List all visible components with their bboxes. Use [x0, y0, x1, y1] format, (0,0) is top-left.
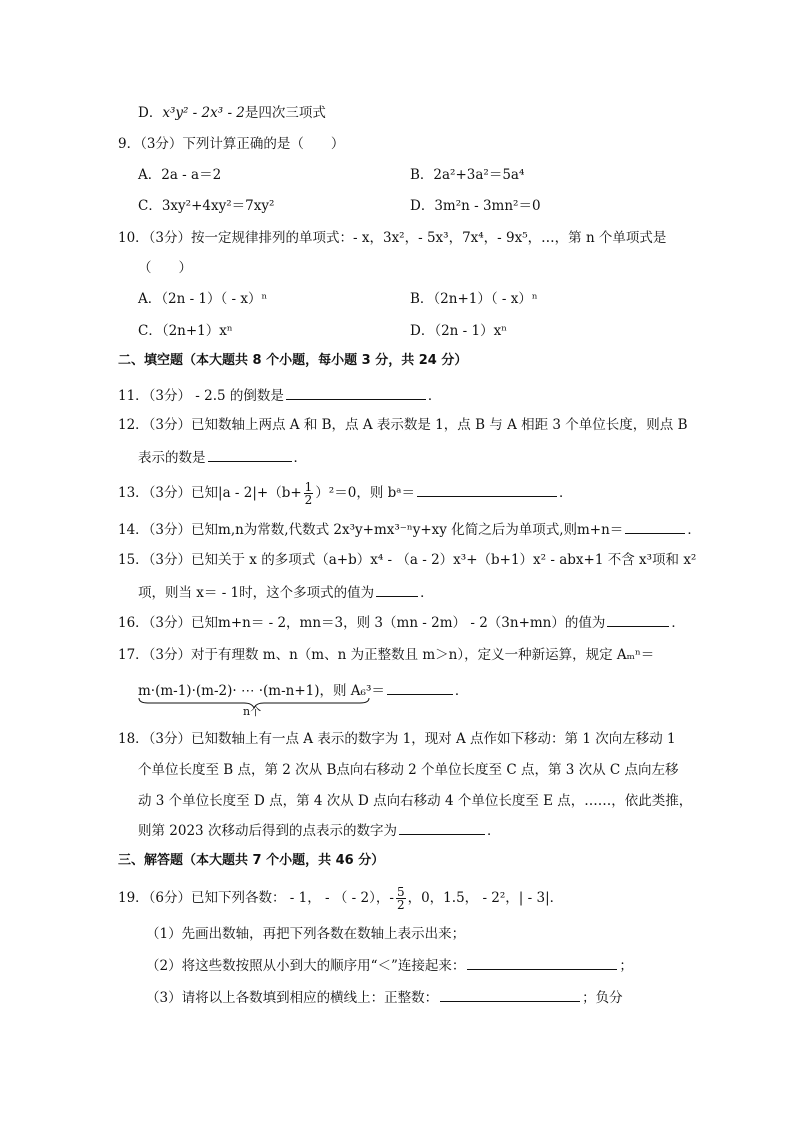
q10-paren: （ ） [138, 260, 192, 276]
q19-part3-blank[interactable] [440, 987, 580, 1002]
q14-answer-blank[interactable] [625, 519, 685, 534]
q10-option-c: C．（2n+1）xⁿ [138, 323, 233, 339]
q19-frac-num: 5 [396, 885, 405, 899]
q15-end: ． [420, 585, 434, 601]
q19-part2-end: ； [619, 958, 633, 974]
q11-end: ． [427, 388, 442, 404]
q18-line1: 18．（3分）已知数轴上有一点 A 表示的数字为 1，现对 A 点作如下移动：第 1 次向左移动 1 [118, 731, 676, 747]
q9-option-a: A．2a - a＝2 [138, 167, 222, 183]
q18-text: 则第 2023 次移动后得到的点表示的数字为 [138, 823, 397, 839]
q19-part3-text: （3）请将以上各数填到相应的横线上：正整数： [146, 990, 439, 1006]
q19-pre: 19．（6分）已知下列各数： - 1， - （ - 2）， [118, 890, 390, 906]
q8-d-tail: 是四次三项式 [244, 105, 326, 121]
q19-part3-end: ；负分 [582, 990, 623, 1006]
q18-line2: 个单位长度至 B 点，第 2 次从 B点向右移动 2 个单位长度至 C 点，第 3 次从 C 点向左移 [138, 762, 679, 778]
q16-end: ． [671, 615, 685, 631]
q15-line2 [138, 582, 434, 602]
q13-frac-den: 2 [304, 493, 313, 507]
q18-end: ． [486, 823, 501, 839]
q19-fraction [396, 886, 406, 911]
q16 [118, 612, 685, 632]
q12-answer-blank[interactable] [208, 447, 292, 462]
q15-line1: 15．（3分）已知关于 x 的多项式（a+b）x⁴ - （a - 2）x³+（b+1）x² - abx+1 不含 x³项和 x² [118, 552, 697, 568]
q8-option-d [138, 104, 326, 122]
q8-d-expr: x³y² - 2x³ - 2 [162, 105, 245, 121]
q11-text: 11．（3分） - 2.5 的倒数是 [118, 388, 284, 404]
q13 [118, 481, 572, 506]
q11-answer-blank[interactable] [286, 385, 426, 400]
q12-text: 表示的数是 [138, 450, 206, 466]
q10-option-b: B．（2n+1）（ - x）ⁿ [410, 291, 538, 307]
q13-end: ． [558, 485, 573, 501]
q17-brace-label: n个 [243, 705, 262, 718]
q15-text: 项，则当 x＝ - 1时，这个多项式的值为 [138, 585, 375, 601]
q13-pre: 13．（3分）已知|a - 2|+（b+ [118, 485, 302, 501]
q19-part1: （1）先画出数轴，再把下列各数在数轴上表示出来； [146, 926, 466, 942]
q9-option-d: D．3m²n - 3mn²＝0 [410, 198, 541, 214]
q12-line1: 12．（3分）已知数轴上两点 A 和 B，点 A 表示数是 1，点 B 与 A 相距 3 个单位长度，则点 B [118, 417, 688, 433]
q17-expr: m·(m-1)·(m-2)· ⋯ ·(m-n+1) [138, 683, 320, 699]
q8-d-label: D． [138, 105, 163, 121]
q12-end: ． [293, 450, 307, 466]
q19-part2-text: （2）将这些数按照从小到大的顺序用“＜”连接起来： [146, 958, 466, 974]
q14-end: ． [687, 522, 701, 538]
q12-line2 [138, 447, 307, 467]
q17-end: ． [454, 683, 469, 699]
q9-option-c: C．3xy²+4xy²＝7xy² [138, 198, 275, 214]
q10-stem: 10．（3分）按一定规律排列的单项式：- x，3x²，- 5x³，7x⁴，- 9x⁵，…，第 n 个单项式是 [118, 230, 667, 246]
q14 [118, 519, 701, 539]
q18-line3: 动 3 个单位长度至 D 点，第 4 次从 D 点向右移动 4 个单位长度至 E 点，……，依此类推， [138, 793, 693, 809]
q19-part3 [146, 987, 623, 1007]
q17-line1: 17．（3分）对于有理数 m、n（m、n 为正整数且 m＞n），定义一种新运算，规定 Aₘⁿ＝ [118, 647, 655, 663]
q18-answer-blank[interactable] [399, 820, 485, 835]
q17-answer-blank[interactable] [387, 680, 453, 695]
q16-answer-blank[interactable] [607, 612, 669, 627]
q19-post: ，0，1.5， - 2²，| - 3|． [407, 890, 564, 906]
q13-fraction [304, 481, 314, 506]
q18-line4 [138, 820, 500, 840]
section-3-heading: 三、解答题（本大题共 7 个小题，共 46 分） [118, 853, 385, 868]
section-2-heading: 二、填空题（本大题共 8 个小题，每小题 3 分，共 24 分） [118, 353, 468, 368]
q13-answer-blank[interactable] [417, 482, 557, 497]
q15-answer-blank[interactable] [376, 582, 418, 597]
q14-text: 14．（3分）已知m,n为常数,代数式 2x³y+mx³⁻ⁿy+xy 化简之后为单项式,则m+n＝ [118, 522, 624, 538]
q9-option-b: B．2a²+3a²＝5a⁴ [410, 167, 525, 183]
q19-part2-blank[interactable] [467, 955, 617, 970]
q19-stem [118, 886, 563, 911]
q19-frac-den: 2 [396, 898, 405, 912]
q13-frac-num: 1 [304, 480, 313, 494]
q9-stem: 9．（3分）下列计算正确的是（ ） [118, 136, 345, 152]
q17-post: ，则 A₆³＝ [319, 683, 385, 699]
q13-post: ）²＝0，则 bᵃ＝ [315, 485, 415, 501]
q10-option-a: A．（2n - 1）（ - x）ⁿ [138, 291, 268, 307]
q16-text: 16．（3分）已知m+n＝ - 2，mn＝3，则 3（mn - 2m） - 2（3n+mn）的值为 [118, 615, 606, 631]
q10-option-d: D．（2n - 1）xⁿ [410, 323, 508, 339]
q19-part2 [146, 955, 633, 975]
q19-frac-sign: - [389, 890, 394, 906]
q11 [118, 385, 441, 405]
